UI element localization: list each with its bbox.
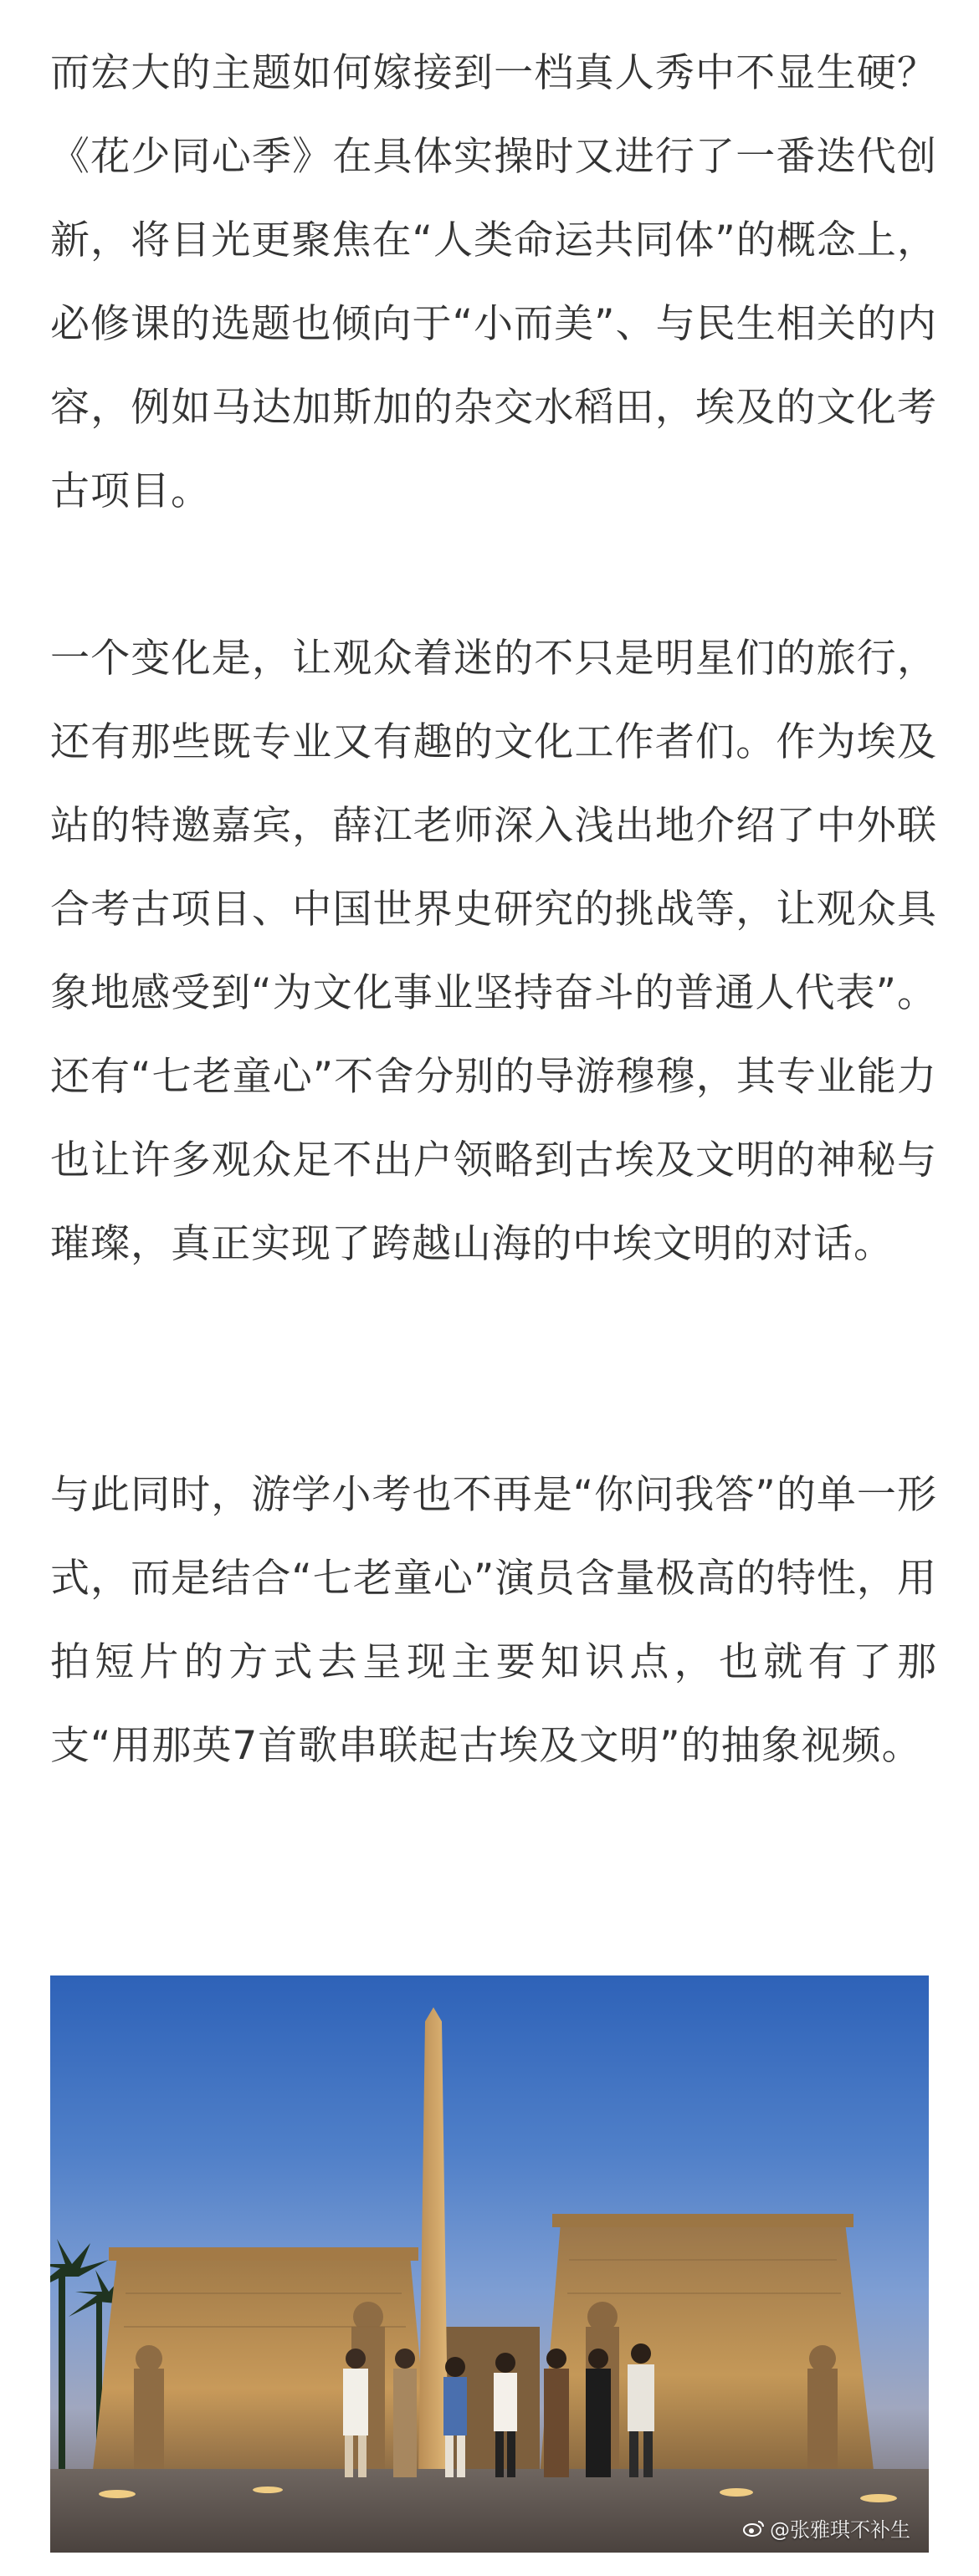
luxor-temple-photo[interactable] <box>50 1975 929 2553</box>
paragraph-3: 与此同时，游学小考也不再是“你问我答”的单一形式，而是结合“七老童心”演员含量极高的特性，用拍短片的方式去呈现主要知识点，也就有了那支“用那英7首歌串联起古埃及文明”的抽象视频。 <box>50 1472 937 1769</box>
photo-watermark <box>743 2513 910 2543</box>
photo-illustration <box>50 1975 929 2553</box>
paragraph-2: 一个变化是，让观众着迷的不只是明星们的旅行，还有那些既专业又有趣的文化工作者们。作为埃及站的特邀嘉宾，薛江老师深入浅出地介绍了中外联合考古项目、中国世界史研究的挑战等，让观众具象地感受到“为文化事业坚持奋斗的普通人代表”。还有“七老童心”不舍分别的导游穆穆，其专业能力也让许多观众足不出户领略到古埃及文明的神秘与璀璨，真正实现了跨越山海的中埃文明的对话。 <box>50 636 937 1267</box>
weibo-icon <box>743 2519 765 2538</box>
paragraph-1: 而宏大的主题如何嫁接到一档真人秀中不显生硬？《花少同心季》在具体实操时又进行了一番迭代创新，将目光更聚焦在“人类命运共同体”的概念上，必修课的选题也倾向于“小而美”、与民生相关的内容，例如马达加斯加的杂交水稻田，埃及的文化考古项目。 <box>50 50 937 514</box>
watermark-text: @张雅琪不补生 <box>770 2518 910 2542</box>
